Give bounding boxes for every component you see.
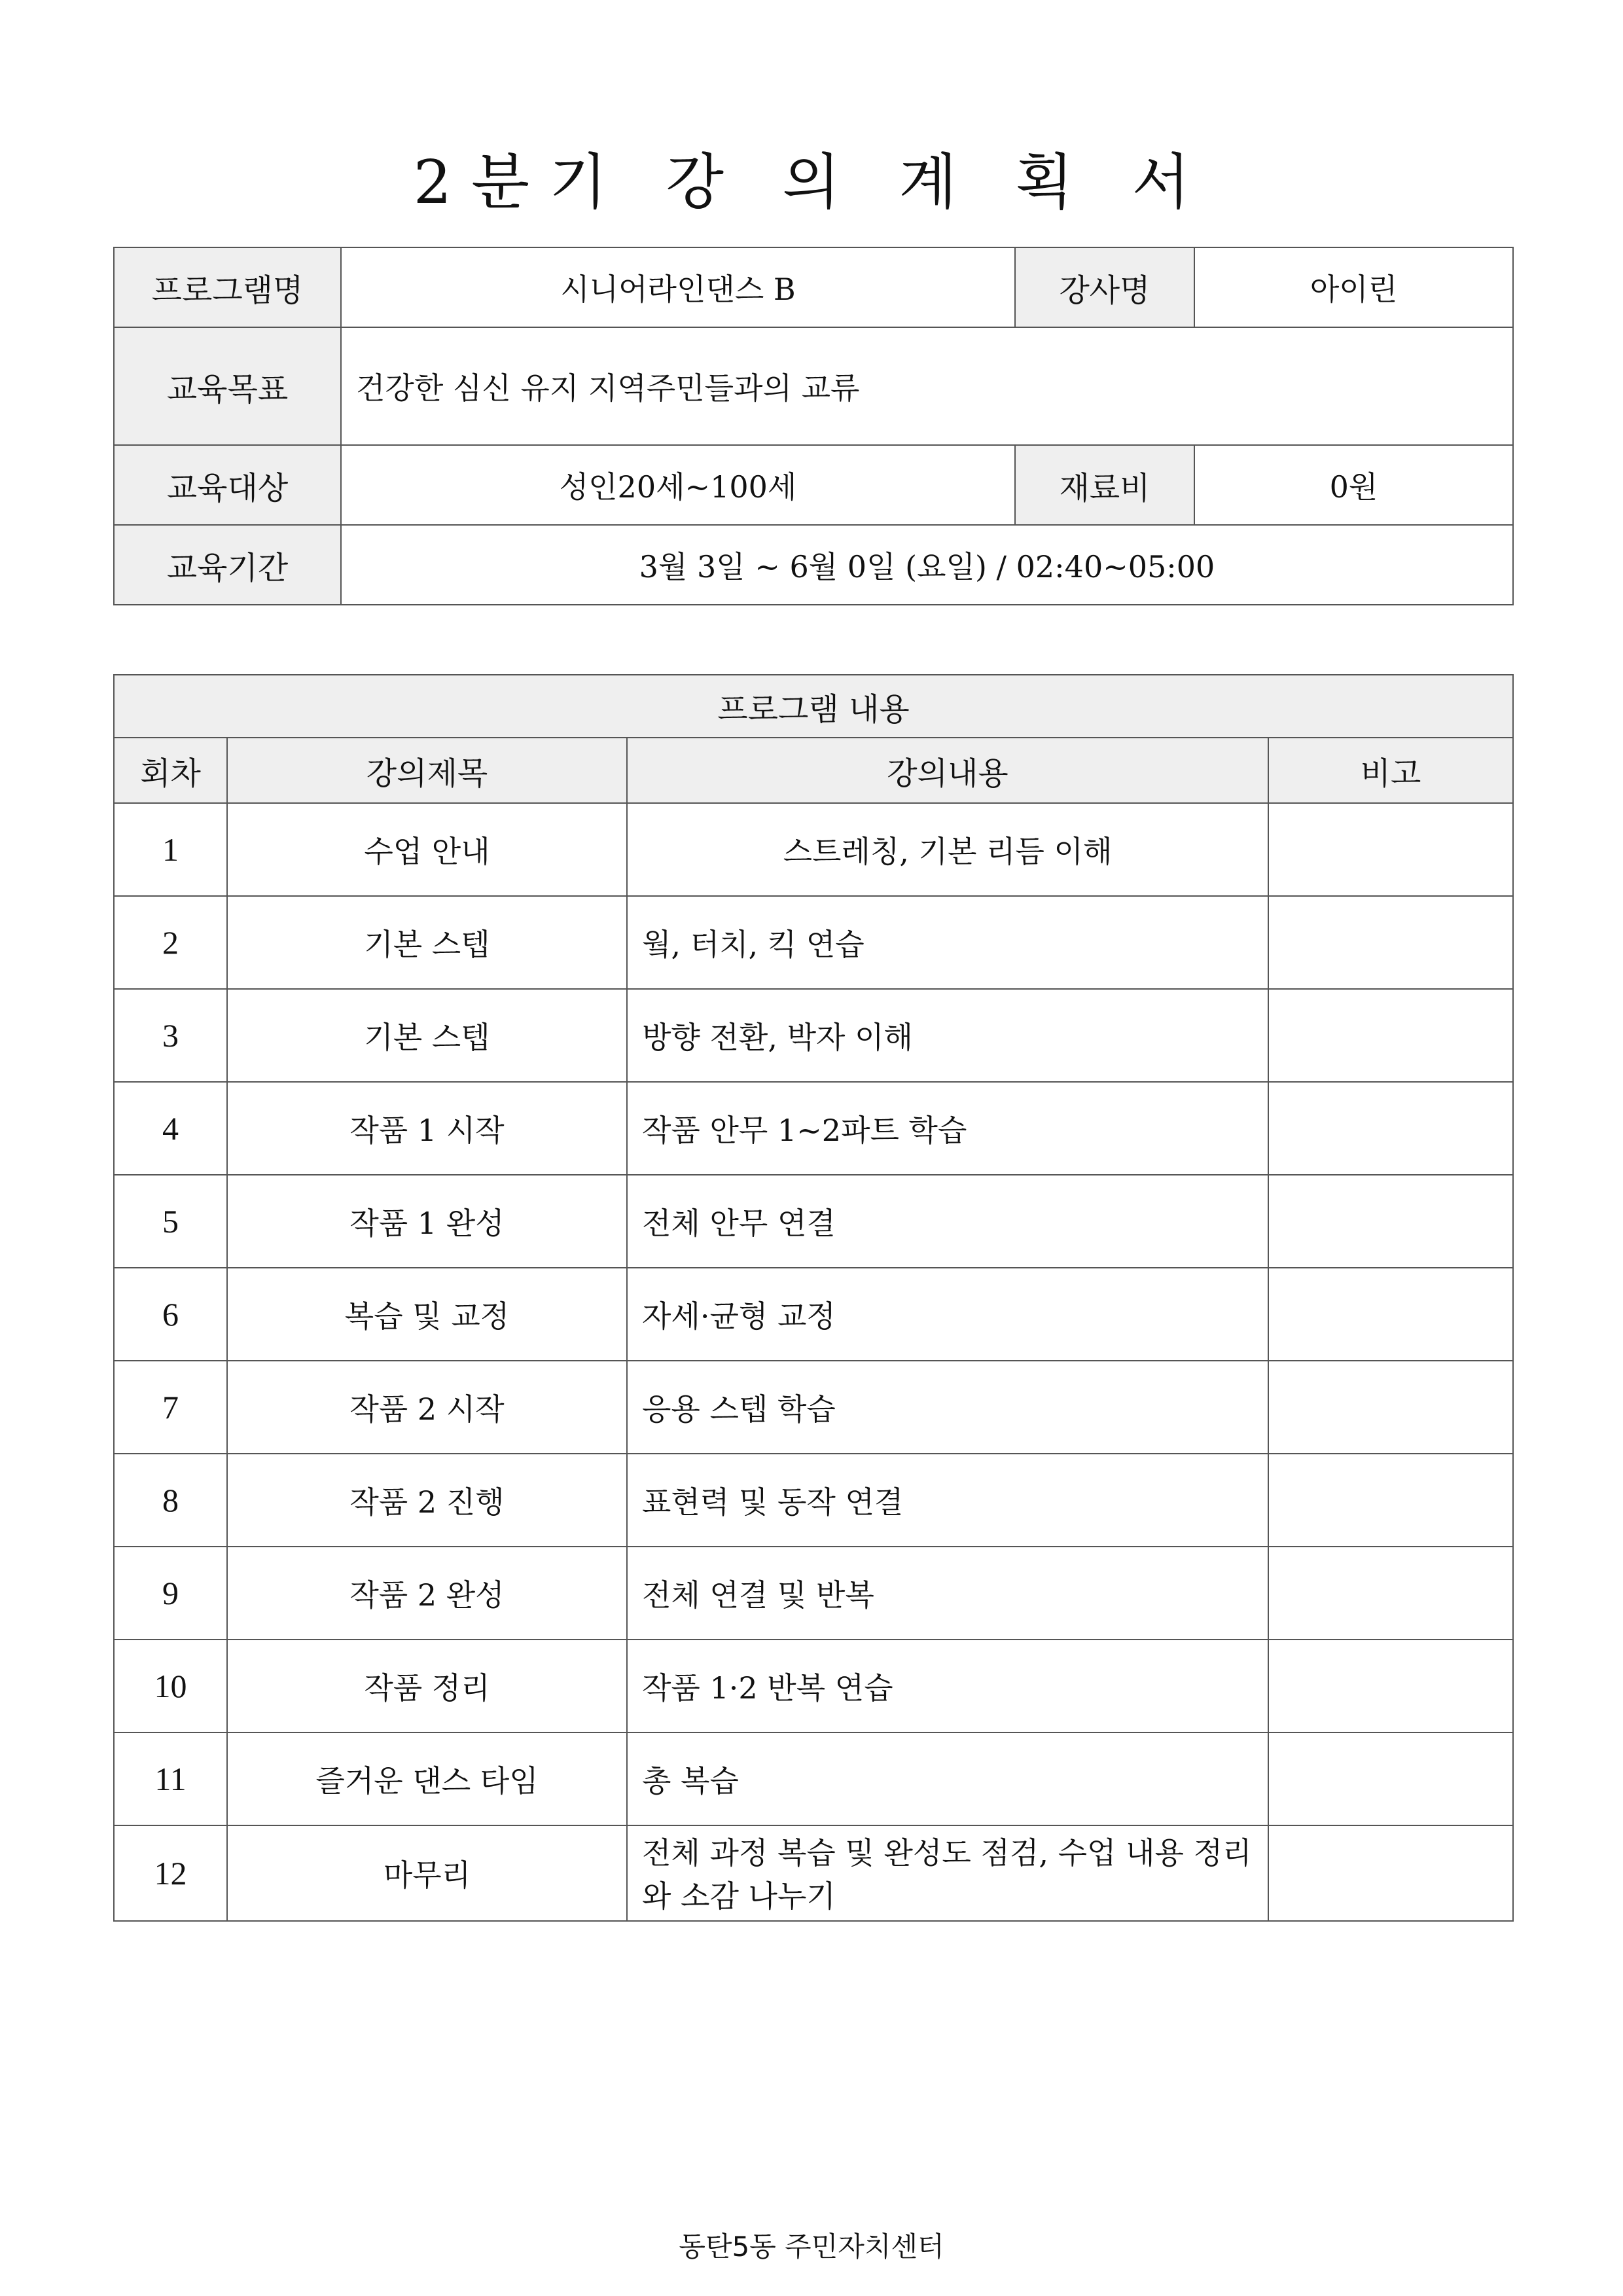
session-content: 웤, 터치, 킥 연습 <box>627 896 1268 989</box>
session-number: 2 <box>114 896 227 989</box>
target-label: 교육대상 <box>114 445 341 525</box>
table-row <box>114 1547 1513 1640</box>
session-content: 자세·균형 교정 <box>627 1268 1268 1361</box>
session-note <box>1268 1640 1513 1732</box>
table-row <box>114 1825 1513 1921</box>
session-note <box>1268 1268 1513 1361</box>
session-title: 기본 스텝 <box>227 896 627 989</box>
table-row <box>114 803 1513 896</box>
session-content: 전체 연결 및 반복 <box>627 1547 1268 1640</box>
session-note <box>1268 1175 1513 1268</box>
info-row-target <box>114 445 1513 525</box>
session-title: 수업 안내 <box>227 803 627 896</box>
table-row <box>114 1732 1513 1825</box>
session-title: 작품 1 완성 <box>227 1175 627 1268</box>
session-note <box>1268 1361 1513 1454</box>
program-name-value: 시니어라인댄스 B <box>341 247 1015 327</box>
session-number: 5 <box>114 1175 227 1268</box>
session-title: 즐거운 댄스 타임 <box>227 1732 627 1825</box>
session-title: 작품 2 완성 <box>227 1547 627 1640</box>
session-note <box>1268 896 1513 989</box>
instructor-value: 아이린 <box>1194 247 1513 327</box>
table-row <box>114 1268 1513 1361</box>
session-note <box>1268 989 1513 1082</box>
program-rows <box>114 803 1513 1921</box>
program-section-header <box>114 675 1513 738</box>
target-value: 성인20세~100세 <box>341 445 1015 525</box>
session-content: 표현력 및 동작 연결 <box>627 1454 1268 1547</box>
session-title: 작품 2 진행 <box>227 1454 627 1547</box>
session-number: 3 <box>114 989 227 1082</box>
session-number: 1 <box>114 803 227 896</box>
program-column-headers <box>114 738 1513 803</box>
session-note <box>1268 1454 1513 1547</box>
session-number: 4 <box>114 1082 227 1175</box>
table-row <box>114 896 1513 989</box>
footer-organization: 동탄5동 주민자치센터 <box>679 2231 944 2263</box>
session-title: 마무리 <box>227 1825 627 1921</box>
session-content: 방향 전환, 박자 이해 <box>627 989 1268 1082</box>
session-note <box>1268 1082 1513 1175</box>
table-row <box>114 1361 1513 1454</box>
goal-value: 건강한 심신 유지 지역주민들과의 교류 <box>341 327 1513 445</box>
session-content: 전체 안무 연결 <box>627 1175 1268 1268</box>
session-content: 응용 스텝 학습 <box>627 1361 1268 1454</box>
program-section-title: 프로그램 내용 <box>114 675 1513 738</box>
session-content: 스트레칭, 기본 리듬 이해 <box>627 803 1268 896</box>
program-name-label: 프로그램명 <box>114 247 341 327</box>
session-note <box>1268 1547 1513 1640</box>
session-content: 작품 안무 1~2파트 학습 <box>627 1082 1268 1175</box>
goal-label: 교육목표 <box>114 327 341 445</box>
session-note <box>1268 1732 1513 1825</box>
info-row-period <box>114 525 1513 605</box>
table-row <box>114 1454 1513 1547</box>
instructor-label: 강사명 <box>1015 247 1194 327</box>
document-title: 2분기 강 의 계 획 서 <box>413 147 1210 217</box>
session-title: 기본 스텝 <box>227 989 627 1082</box>
table-row <box>114 1082 1513 1175</box>
session-content: 전체 과정 복습 및 완성도 점검, 수업 내용 정리와 소감 나누기 <box>627 1825 1268 1921</box>
session-title: 작품 1 시작 <box>227 1082 627 1175</box>
session-title: 작품 2 시작 <box>227 1361 627 1454</box>
program-table <box>113 674 1514 1922</box>
period-label: 교육기간 <box>114 525 341 605</box>
info-row-program <box>114 247 1513 327</box>
session-number: 11 <box>114 1732 227 1825</box>
fee-value: 0원 <box>1194 445 1513 525</box>
session-number: 10 <box>114 1640 227 1732</box>
table-row <box>114 1640 1513 1732</box>
info-table <box>113 247 1514 605</box>
info-row-goal <box>114 327 1513 445</box>
session-content: 작품 1·2 반복 연습 <box>627 1640 1268 1732</box>
session-number: 9 <box>114 1547 227 1640</box>
session-title: 작품 정리 <box>227 1640 627 1732</box>
session-title: 복습 및 교정 <box>227 1268 627 1361</box>
session-note <box>1268 803 1513 896</box>
session-number: 7 <box>114 1361 227 1454</box>
column-header-content: 강의내용 <box>627 738 1268 803</box>
session-number: 8 <box>114 1454 227 1547</box>
column-header-title: 강의제목 <box>227 738 627 803</box>
column-header-note: 비고 <box>1268 738 1513 803</box>
session-number: 6 <box>114 1268 227 1361</box>
period-value: 3월 3일 ~ 6월 0일 (요일) / 02:40~05:00 <box>341 525 1513 605</box>
session-number: 12 <box>114 1825 227 1921</box>
table-row <box>114 1175 1513 1268</box>
table-row <box>114 989 1513 1082</box>
session-note <box>1268 1825 1513 1921</box>
session-content: 총 복습 <box>627 1732 1268 1825</box>
column-header-session: 회차 <box>114 738 227 803</box>
fee-label: 재료비 <box>1015 445 1194 525</box>
